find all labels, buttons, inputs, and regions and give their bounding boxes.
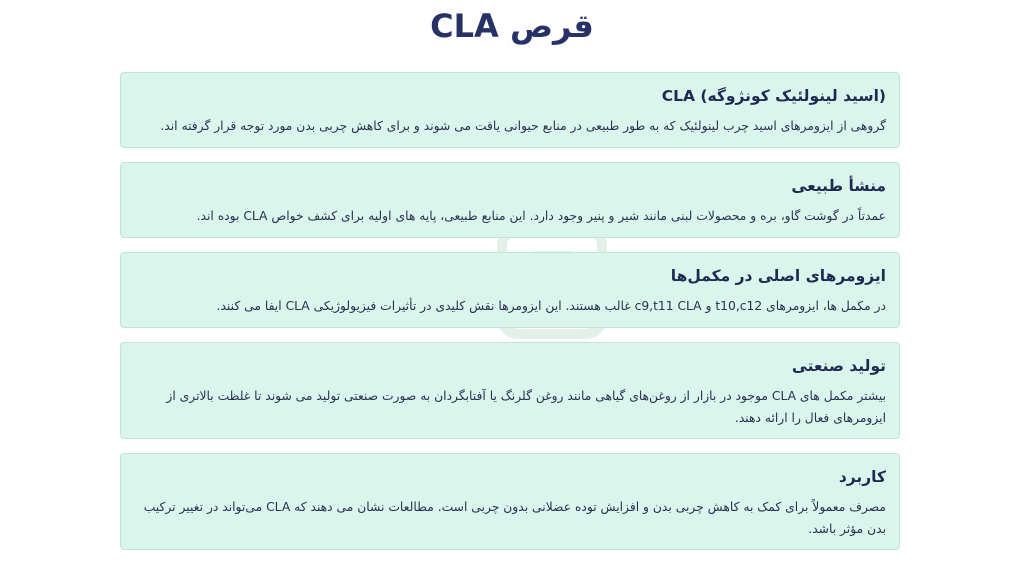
card-usage (120, 453, 900, 550)
card-body: گروهی از ایزومرهای اسید چرب لینولئیک که به طور طبیعی در منابع حیوانی یافت می شوند و برای کاهش چربی بدن مورد توجه قرار گرفته اند. (160, 119, 886, 133)
card-body: عمدتاً در گوشت گاو، بره و محصولات لبنی مانند شیر و پنیر وجود دارد. این منابع طبیعی، پایه های اولیه برای کشف خواص CLA بوده اند. (196, 209, 886, 223)
card-heading: ایزومرهای اصلی در مکمل‌ها (670, 267, 886, 285)
card-industrial-production (120, 342, 900, 439)
card-heading: کاربرد (838, 468, 886, 486)
card-body: مصرف معمولاً برای کمک به کاهش چربی بدن و افزایش توده عضلانی بدون چربی است. مطالعات نشان می دهند که CLA می‌تواند در تغییر ترکیب بدن مؤثر باشد. (143, 500, 886, 536)
card-main-isomers (120, 252, 900, 328)
card-body: بیشتر مکمل های CLA موجود در بازار از روغن‌های گیاهی مانند روغن گلرنگ یا آفتابگردان به صورت صنعتی تولید می شوند تا غلظت بالاتری از ایزومرهای فعال را ارائه دهند. (166, 389, 886, 425)
card-natural-source (120, 162, 900, 238)
card-heading: منشأ طبیعی (791, 177, 886, 195)
page-title: قرص CLA (430, 7, 594, 45)
card-body: در مکمل ها، ایزومرهای t10,c12 و c9,t11 CLA غالب هستند. این ایزومرها نقش کلیدی در تأثیرات فیزیولوژیکی CLA ایفا می کنند. (216, 299, 886, 313)
card-heading: تولید صنعتی (791, 357, 886, 375)
card-heading: (اسید لینولئیک کونژوگه) CLA (661, 87, 886, 105)
card-cla-definition (120, 72, 900, 148)
